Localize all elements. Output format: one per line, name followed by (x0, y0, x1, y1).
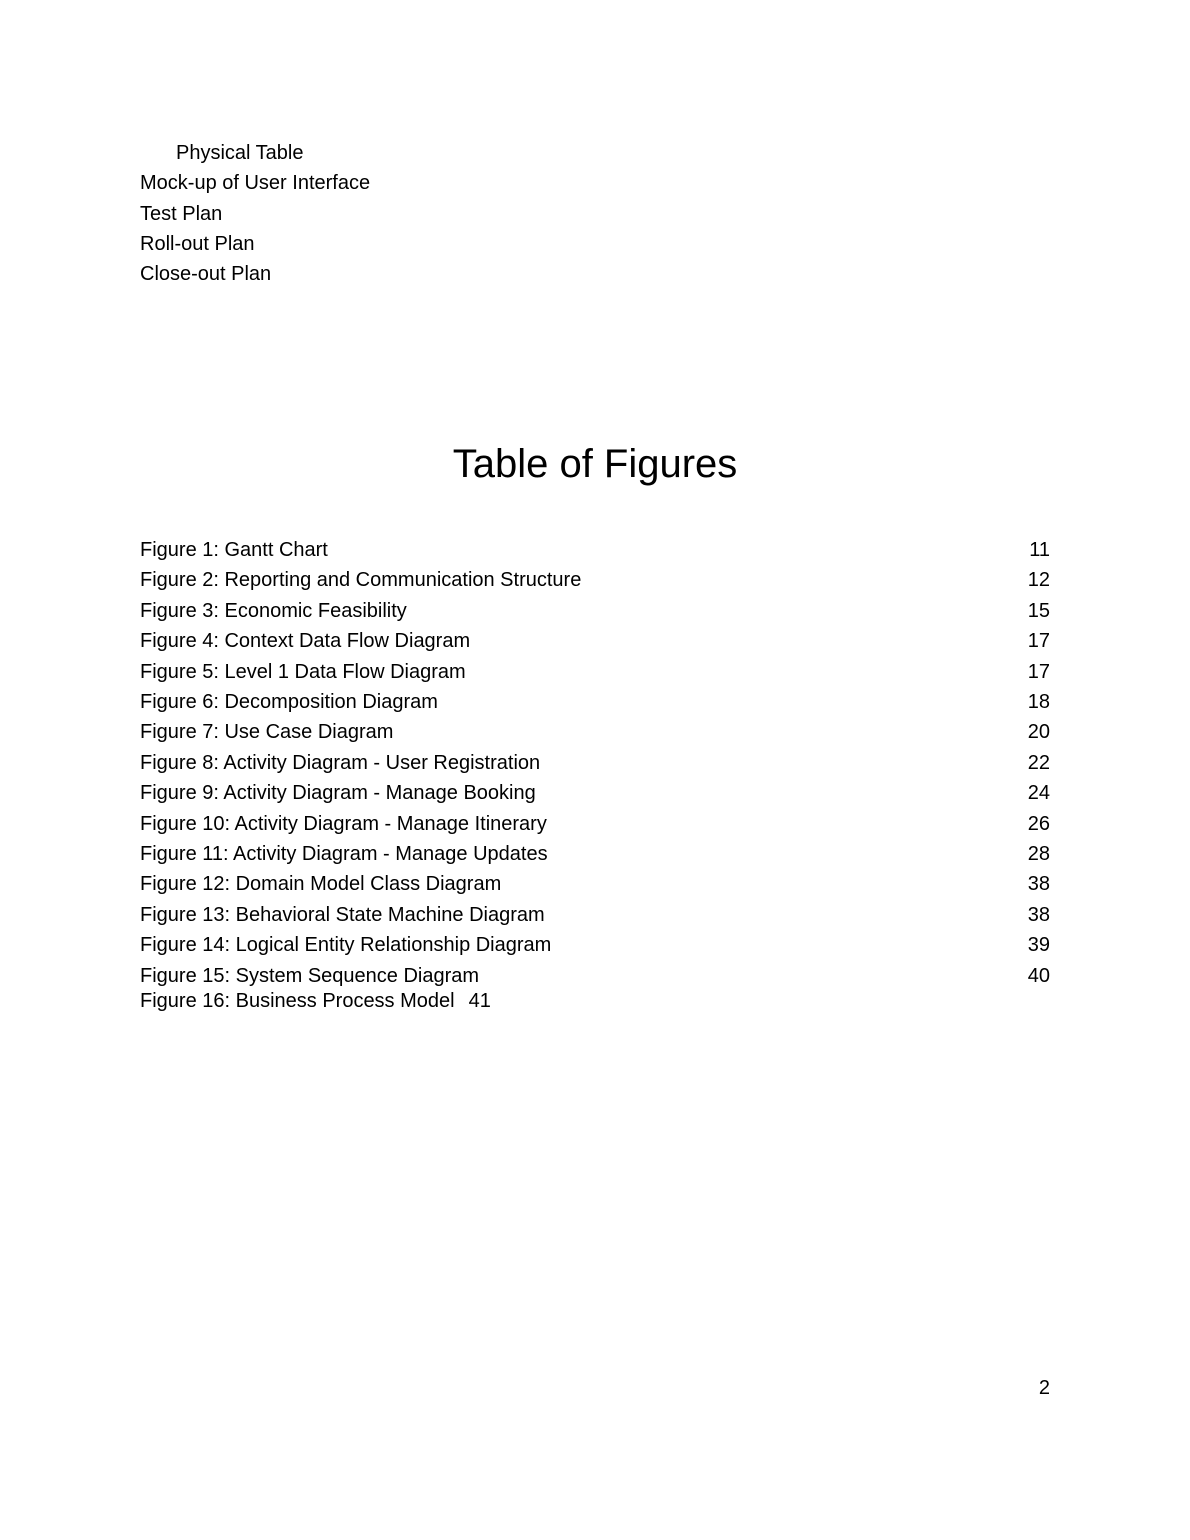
figure-label: Figure 7: Use Case Diagram (140, 721, 394, 743)
figure-label: Figure 9: Activity Diagram - Manage Booking (140, 782, 536, 804)
figure-entry[interactable] (140, 629, 1050, 653)
figure-label: Figure 3: Economic Feasibility (140, 600, 407, 622)
figure-label: Figure 15: System Sequence Diagram (140, 965, 480, 987)
figure-page: 38 (1027, 904, 1050, 926)
figure-label: Figure 2: Reporting and Communication Structure (140, 569, 582, 591)
figure-entry[interactable] (140, 599, 1050, 623)
page-number: 2 (1038, 1377, 1050, 1399)
figure-label: Figure 12: Domain Model Class Diagram (140, 873, 502, 895)
figure-label: Figure 6: Decomposition Diagram (140, 691, 438, 713)
toc-entry[interactable]: Roll-out Plan (140, 233, 255, 255)
figure-entry-last[interactable] (140, 989, 491, 1013)
figure-page: 20 (1027, 721, 1050, 743)
figure-page: 17 (1027, 630, 1050, 652)
figure-label: Figure 8: Activity Diagram - User Registration (140, 752, 541, 774)
toc-entry[interactable]: Close-out Plan (140, 263, 272, 285)
figure-entry[interactable] (140, 568, 1050, 592)
figure-page: 24 (1027, 782, 1050, 804)
figure-page: 11 (1029, 539, 1050, 561)
toc-entry[interactable]: Test Plan (140, 203, 223, 225)
figure-entry[interactable] (140, 964, 1050, 988)
figure-page: 26 (1027, 813, 1050, 835)
figure-entry[interactable] (140, 720, 1050, 744)
figure-label: Figure 13: Behavioral State Machine Diagram (140, 904, 545, 926)
figure-entry[interactable] (140, 812, 1050, 836)
figure-label: Figure 5: Level 1 Data Flow Diagram (140, 661, 466, 683)
figure-entry[interactable] (140, 751, 1050, 775)
figure-label: Figure 11: Activity Diagram - Manage Updates (140, 843, 548, 865)
figure-entry[interactable] (140, 903, 1050, 927)
figure-entry[interactable] (140, 690, 1050, 714)
figure-page: 15 (1027, 600, 1050, 622)
figure-page: 38 (1027, 873, 1050, 895)
figure-page: 39 (1027, 934, 1050, 956)
figure-entry[interactable] (140, 842, 1050, 866)
figure-page: 18 (1027, 691, 1050, 713)
figure-entry[interactable] (140, 781, 1050, 805)
figure-entry[interactable] (140, 538, 1050, 562)
figure-label: Figure 14: Logical Entity Relationship Diagram (140, 934, 552, 956)
figure-page: 22 (1027, 752, 1050, 774)
figure-entry[interactable] (140, 872, 1050, 896)
figure-entry[interactable] (140, 660, 1050, 684)
figure-label: Figure 1: Gantt Chart (140, 539, 328, 561)
figure-label: Figure 4: Context Data Flow Diagram (140, 630, 471, 652)
figure-page: 28 (1027, 843, 1050, 865)
figure-label: Figure 10: Activity Diagram - Manage Itinerary (140, 813, 547, 835)
toc-entry[interactable]: Mock-up of User Interface (140, 172, 371, 194)
page-title: Table of Figures (452, 442, 738, 486)
toc-entry[interactable]: Physical Table (176, 142, 304, 164)
figure-page: 40 (1027, 965, 1050, 987)
figure-label: Figure 16: Business Process Model (140, 990, 455, 1012)
figure-page: 17 (1027, 661, 1050, 683)
figure-page: 12 (1027, 569, 1050, 591)
figure-page: 41 (468, 990, 491, 1012)
figure-entry[interactable] (140, 933, 1050, 957)
